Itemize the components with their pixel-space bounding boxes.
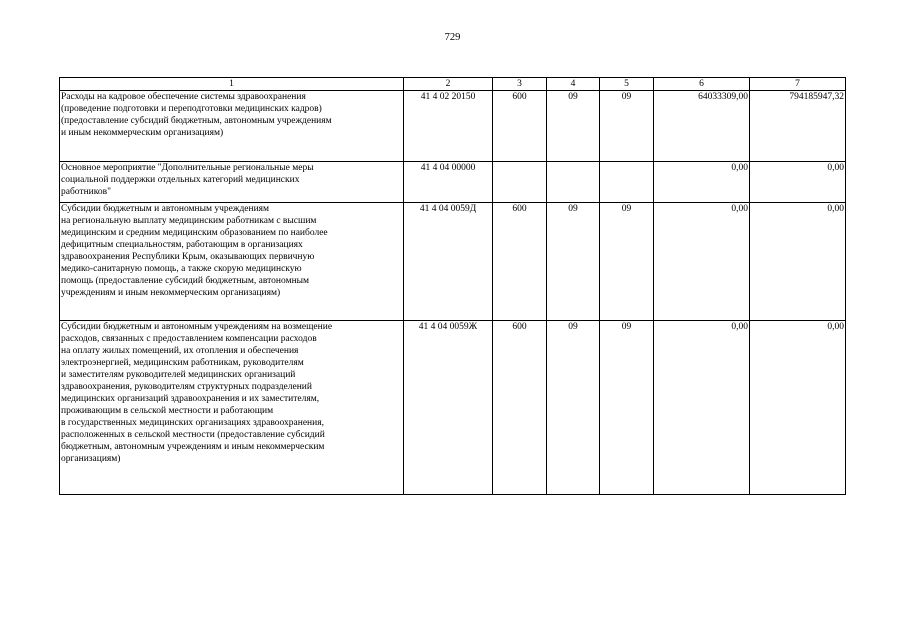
section-code: 09 [547,203,600,321]
row-name-cell [60,203,404,321]
row-name-cell [60,321,404,495]
target-article-code: 41 4 04 0059Ж [404,321,493,495]
amount-column-7: 794185947,32 [750,91,846,162]
column-header-3: 3 [493,78,547,91]
table-row [60,203,846,321]
section-code: 09 [547,321,600,495]
amount-column-6: 0,00 [654,203,750,321]
target-article-code: 41 4 02 20150 [404,91,493,162]
column-header-1: 1 [60,78,404,91]
row-name-cell [60,91,404,162]
row-name-text: Расходы на кадровое обеспечение системы здравоохранения (проведение подготовки и переподготовки медицинских кадров) (предоставление субсидий бюджетным, автономным учреждениям и иным некоммерческим организациям) [61,92,332,138]
table-row [60,91,846,162]
expense-type-code [493,162,547,203]
amount-column-6: 64033309,00 [654,91,750,162]
column-header-7: 7 [750,78,846,91]
row-name-text: Субсидии бюджетным и автономным учреждениям на региональную выплату медицинским работникам с высшим медицинским и средним медицинским образованием по наиболее дефицитным специальностям, работающим в организациях здравоохранения Республики Крым, оказывающих первичную медико-санитарную помощь, а также скорую медицинскую помощь (предоставление субсидий бюджетным, автономным учреждениям и иным некоммерческим организациям) [61,204,328,298]
column-header-2: 2 [404,78,493,91]
subsection-code [600,162,654,203]
row-name-text: Основное мероприятие "Дополнительные региональные меры социальной поддержки отдельных категорий медицинских работников" [61,163,314,197]
row-name-text: Субсидии бюджетным и автономным учреждениям на возмещение расходов, связанных с предоставлением компенсации расходов на оплату жилых помещений, их отопления и обеспечения электроэнергией, медицинским работникам, руководителям и заместителям руководителей медицинских организаций здравоохранения, руководителям структурных подразделений медицинских организаций здравоохранения и их заместителям, проживающим в сельской местности и работающим в государственных медицинских организациях здравоохранения, расположенных в сельской местности (предоставление субсидий бюджетным, автономным учреждениям и иным некоммерческим организациям) [61,322,333,464]
section-code [547,162,600,203]
expense-type-code: 600 [493,91,547,162]
subsection-code: 09 [600,203,654,321]
section-code: 09 [547,91,600,162]
table-row [60,162,846,203]
column-header-6: 6 [654,78,750,91]
column-header-4: 4 [547,78,600,91]
table-row [60,321,846,495]
expense-type-code: 600 [493,203,547,321]
amount-column-6: 0,00 [654,162,750,203]
header-row [60,78,846,91]
amount-column-7: 0,00 [750,203,846,321]
subsection-code: 09 [600,321,654,495]
subsection-code: 09 [600,91,654,162]
column-header-5: 5 [600,78,654,91]
amount-column-7: 0,00 [750,162,846,203]
target-article-code: 41 4 04 0059Д [404,203,493,321]
amount-column-7: 0,00 [750,321,846,495]
page-number: 729 [444,32,461,43]
expense-type-code: 600 [493,321,547,495]
budget-table [59,77,846,495]
amount-column-6: 0,00 [654,321,750,495]
target-article-code: 41 4 04 00000 [404,162,493,203]
row-name-cell [60,162,404,203]
